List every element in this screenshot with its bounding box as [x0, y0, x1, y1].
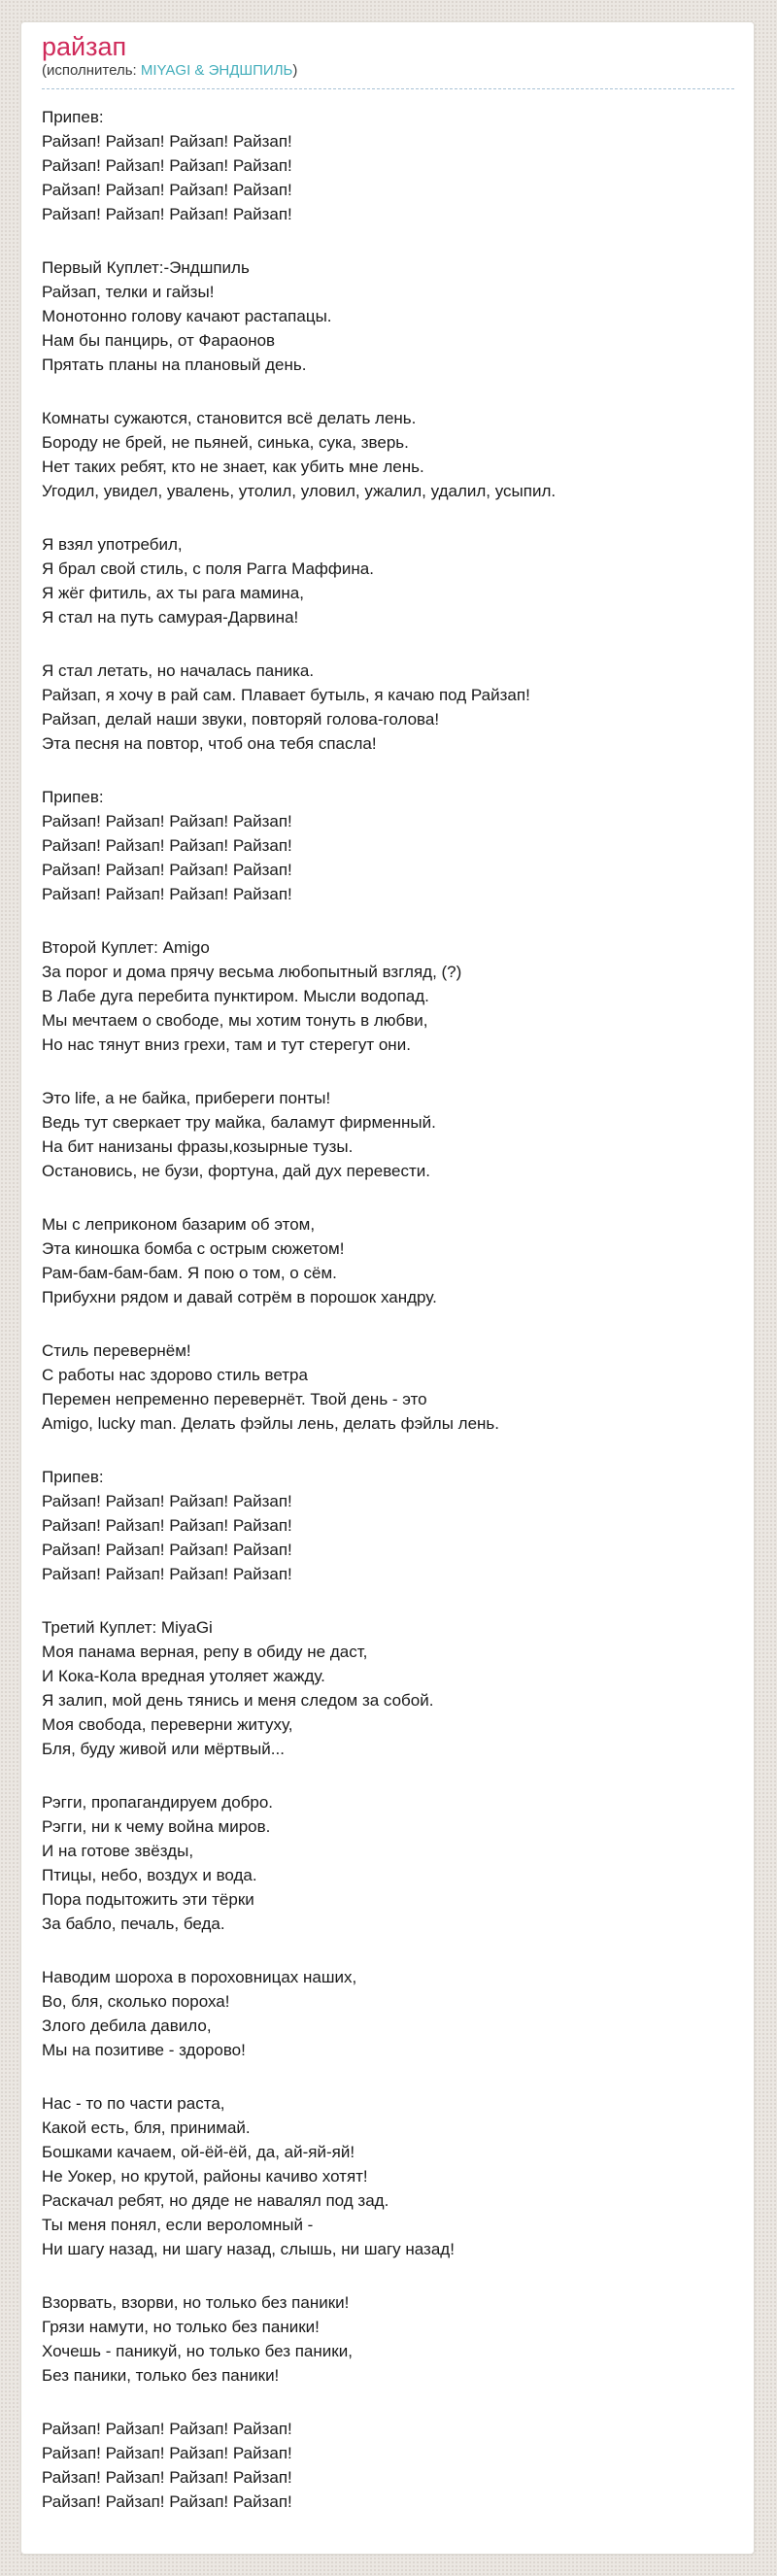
- lyrics-card: [20, 21, 755, 2555]
- stanza: Мы с леприконом базарим об этом, Эта киношка бомба с острым сюжетом! Рам-бам-бам-бам. Я пою о том, о сём. Прибухни рядом и давай сотрём в порошок хандру.: [42, 1215, 437, 1306]
- artist-label-close: ): [292, 62, 298, 79]
- artist-link[interactable]: MIYAGI & ЭНДШПИЛЬ: [140, 62, 293, 79]
- stanza: Наводим шороха в пороховницах наших, Во, бля, сколько пороха! Злого дебила давило, Мы на позитиве - здорово!: [42, 1968, 357, 2059]
- stanza: Рэгги, пропагандируем добро. Рэгги, ни к чему война миров. И на готове звёзды, Птицы, небо, воздух и вода. Пора подытожить эти тёрки За бабло, печаль, беда.: [42, 1793, 274, 1933]
- stanza: Припев: Райзап! Райзап! Райзап! Райзап! Райзап! Райзап! Райзап! Райзап! Райзап! Райзап! Райзап! Райзап! Райзап! Райзап! Райзап! Райзап!: [42, 1468, 292, 1583]
- stanza: Припев: Райзап! Райзап! Райзап! Райзап! Райзап! Райзап! Райзап! Райзап! Райзап! Райзап! Райзап! Райзап! Райзап! Райзап! Райзап! Райзап!: [42, 108, 292, 223]
- stanza: Это life, а не байка, прибереги понты! Ведь тут сверкает тру майка, баламут фирменный. На бит нанизаны фразы,козырные тузы. Остановись, не бузи, фортуна, дай дух перевести.: [42, 1089, 436, 1180]
- stanza: Третий Куплет: MiyaGi Моя панама верная, репу в обиду не даст, И Кока-Кола вредная утоляет жажду. Я залип, мой день тянись и меня следом за собой. Моя свобода, переверни житуху, Бля, буду живой или мёртвый...: [42, 1618, 434, 1758]
- artist-label: (исполнитель:: [42, 62, 141, 79]
- stanza: Нас - то по части раста, Какой есть, бля, принимай. Бошками качаем, ой-ёй-ёй, да, ай-яй-яй! Не Уокер, но крутой, районы качиво хотят! Раскачал ребят, но дяде не навалял под зад. Ты меня понял, если вероломный - Ни шагу назад, ни шагу назад, слышь, ни шагу назад!: [42, 2094, 455, 2258]
- stanza: Комнаты сужаются, становится всё делать лень. Бороду не брей, не пьяней, синька, сука, зверь. Нет таких ребят, кто не знает, как убить мне лень. Угодил, увидел, увалень, утолил, уловил, ужалил, удалил, усыпил.: [42, 409, 557, 500]
- stanza: Я стал летать, но началась паника. Райзап, я хочу в рай сам. Плавает бутыль, я качаю под Райзап! Райзап, делай наши звуки, повторяй голова-голова! Эта песня на повтор, чтоб она тебя спасла!: [42, 661, 530, 753]
- lyrics-text: [42, 105, 734, 2514]
- stanza: Райзап! Райзап! Райзап! Райзап! Райзап! Райзап! Райзап! Райзап! Райзап! Райзап! Райзап! Райзап! Райзап! Райзап! Райзап! Райзап!: [42, 2420, 292, 2511]
- artist-line: [42, 61, 734, 89]
- stanza: Взорвать, взорви, но только без паники! Грязи намути, но только без паники! Хочешь - паникуй, но только без паники, Без паники, только без паники!: [42, 2293, 353, 2385]
- stanza: Стиль перевернём! С работы нас здорово стиль ветра Перемен непременно перевернёт. Твой день - это Amigo, lucky man. Делать фэйлы лень, делать фэйлы лень.: [42, 1341, 499, 1433]
- stanza: Первый Куплет:-Эндшпиль Райзап, телки и гайзы! Монотонно голову качают растапацы. Нам бы панцирь, от Фараонов Прятать планы на плановый день.: [42, 258, 332, 374]
- stanza: Я взял употребил, Я брал свой стиль, с поля Рагга Маффина. Я жёг фитиль, ах ты рага мамина, Я стал на путь самурая-Дарвина!: [42, 535, 374, 627]
- stanza: Второй Куплет: Amigo За порог и дома прячу весьма любопытный взгляд, (?) В Лабе дуга перебита пунктиром. Мысли водопад. Мы мечтаем о свободе, мы хотим тонуть в любви, Но нас тянут вниз грехи, там и тут стерегут они.: [42, 938, 462, 1054]
- song-title: райзап: [42, 32, 127, 61]
- stanza: Припев: Райзап! Райзап! Райзап! Райзап! Райзап! Райзап! Райзап! Райзап! Райзап! Райзап! Райзап! Райзап! Райзап! Райзап! Райзап! Райзап!: [42, 788, 292, 903]
